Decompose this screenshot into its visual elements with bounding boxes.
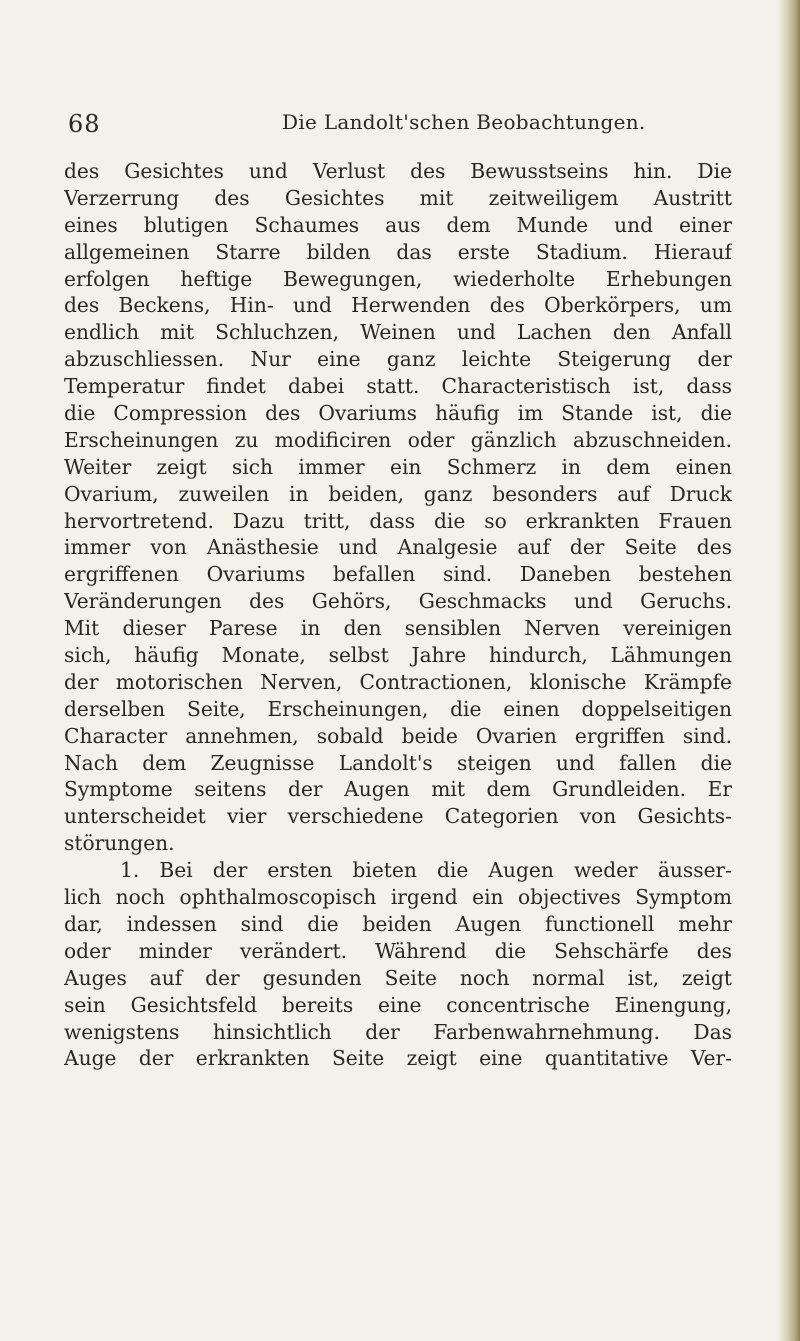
text-line: des Beckens, Hin- und Herwenden des Oberkörpers, um [64,293,732,318]
running-head: Die Landolt'schen Beobachtungen. [282,110,646,134]
text-line: dar, indessen sind die beiden Augen functionell mehr [64,911,732,936]
text-line: störungen. [64,831,175,856]
text-line: Verzerrung des Gesichtes mit zeitweiligem Austritt [64,185,732,210]
text-line: des Gesichtes und Verlust des Bewusstseins hin. Die [64,159,732,183]
text-line: die Compression des Ovariums häufig im Stande ist, die [64,401,732,426]
text-line: unterscheidet vier verschiedene Categorien von Gesichts- [64,804,732,829]
text-line: allgemeinen Starre bilden das erste Stadium. Hierauf [64,239,732,264]
text-line: der motorischen Nerven, Contractionen, klonische Krämpfe [64,669,732,694]
page-number: 68 [68,110,101,138]
page-header [50,106,770,142]
text-line: Auge der erkrankten Seite zeigt eine quantitative Ver- [64,1046,732,1071]
text-line: Erscheinungen zu modificiren oder gänzlich abzuschneiden. [64,427,732,452]
page-edge-shadow [778,0,800,1341]
text-line: hervortretend. Dazu tritt, dass die so erkrankten Frauen [64,508,732,533]
text-line: Symptome seitens der Augen mit dem Grundleiden. Er [64,777,732,802]
text-line: sich, häufig Monate, selbst Jahre hindurch, Lähmungen [64,643,732,668]
text-line: sein Gesichtsfeld bereits eine concentrische Einengung, [64,992,732,1017]
text-line: Weiter zeigt sich immer ein Schmerz in dem einen [64,454,732,479]
text-line: ergriffenen Ovariums befallen sind. Daneben bestehen [64,562,732,587]
text-line: 1. Bei der ersten bieten die Augen weder äusser- [120,858,732,883]
text-line: endlich mit Schluchzen, Weinen und Lachen den Anfall [64,320,732,345]
text-line: derselben Seite, Erscheinungen, die einen doppelseitigen [64,696,732,721]
text-line: Auges auf der gesunden Seite noch normal ist, zeigt [64,965,732,990]
text-line: wenigstens hinsichtlich der Farbenwahrnehmung. Das [64,1019,732,1044]
text-line: Nach dem Zeugnisse Landolt's steigen und fallen die [64,750,732,775]
text-line: erfolgen heftige Bewegungen, wiederholte Erhebungen [64,266,732,291]
text-line: Ovarium, zuweilen in beiden, ganz besonders auf Druck [64,481,732,506]
text-line: Temperatur findet dabei statt. Characteristisch ist, dass [64,374,732,399]
text-line: eines blutigen Schaumes aus dem Munde und einer [64,212,732,237]
text-line: immer von Anästhesie und Analgesie auf der Seite des [64,535,732,560]
text-line: Character annehmen, sobald beide Ovarien ergriffen sind. [64,723,732,748]
text-line: Mit dieser Parese in den sensiblen Nerven vereinigen [64,616,732,641]
text-line: abzuschliessen. Nur eine ganz leichte Steigerung der [64,347,732,372]
body-text [64,158,732,1072]
text-line: lich noch ophthalmoscopisch irgend ein objectives Symptom [64,885,732,910]
text-line: Veränderungen des Gehörs, Geschmacks und Geruchs. [64,589,732,614]
text-line: oder minder verändert. Während die Sehschärfe des [64,938,732,963]
